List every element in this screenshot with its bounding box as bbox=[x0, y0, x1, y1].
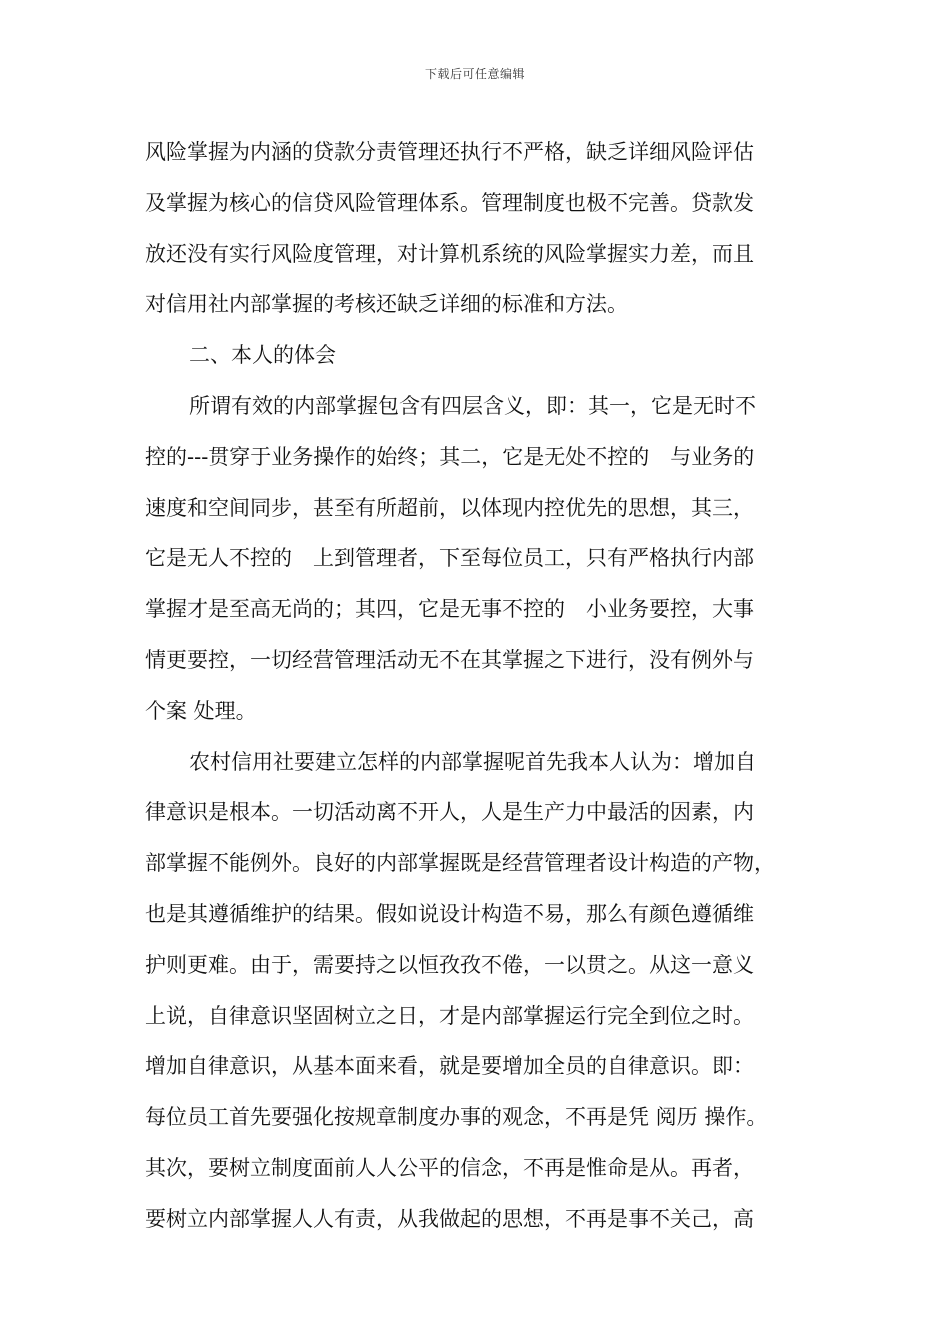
text-line: 所谓有效的内部掌握包含有四层含义，即：其一，它是无时不 bbox=[189, 394, 756, 418]
text-line: 部掌握不能例外。良好的内部掌握既是经营管理者设计构造的产物， bbox=[145, 851, 775, 876]
text-line: 个案 处理。 bbox=[145, 698, 257, 723]
text-line: 要树立内部掌握人人有责，从我做起的思想，不再是事不关己，高 bbox=[145, 1206, 754, 1231]
text-line: 速度和空间同步，甚至有所超前，以体现内控优先的思想，其三， bbox=[145, 495, 754, 520]
text-line: 及掌握为核心的信贷风险管理体系。管理制度也极不完善。贷款发 bbox=[145, 190, 754, 215]
text-line: 二、本人的体会 bbox=[189, 343, 336, 368]
text-line: 风险掌握为内涵的贷款分责管理还执行不严格，缺乏详细风险评估 bbox=[145, 140, 754, 164]
text-line: 放还没有实行风险度管理，对计算机系统的风险掌握实力差，而且 bbox=[145, 241, 754, 266]
text-line: 对信用社内部掌握的考核还缺乏详细的标准和方法。 bbox=[145, 292, 628, 317]
text-line: 情更要控，一切经营管理活动无不在其掌握之下进行，没有例外与 bbox=[145, 648, 754, 672]
text-line: 增加自律意识，从基本面来看，就是要增加全员的自律意识。即： bbox=[145, 1054, 754, 1079]
text-line: 其次，要树立制度面前人人公平的信念，不再是惟命是从。再者， bbox=[145, 1156, 754, 1180]
text-line: 也是其遵循维护的结果。假如说设计构造不易，那么有颜色遵循维 bbox=[145, 902, 754, 926]
text-line: 控的---贯穿于业务操作的始终；其二，它是无处不控的 与业务的 bbox=[145, 444, 755, 469]
text-line: 律意识是根本。一切活动离不开人，人是生产力中最活的因素，内 bbox=[145, 800, 754, 825]
text-line: 它是无人不控的 上到管理者，下至每位员工，只有严格执行内部 bbox=[145, 546, 754, 571]
page-header: 下载后可任意编辑 bbox=[424, 67, 525, 81]
text-line: 每位员工首先要强化按规章制度办事的观念，不再是凭 阅历 操作。 bbox=[145, 1105, 768, 1130]
text-line: 农村信用社要建立怎样的内部掌握呢首先我本人认为：增加自 bbox=[189, 749, 756, 774]
text-line: 上说，自律意识坚固树立之日，才是内部掌握运行完全到位之时。 bbox=[145, 1003, 754, 1028]
text-line: 护则更难。由于，需要持之以恒孜孜不倦，一以贯之。从这一意义 bbox=[145, 952, 754, 977]
text-line: 掌握才是至高无尚的；其四，它是无事不控的 小业务要控，大事 bbox=[145, 597, 754, 622]
